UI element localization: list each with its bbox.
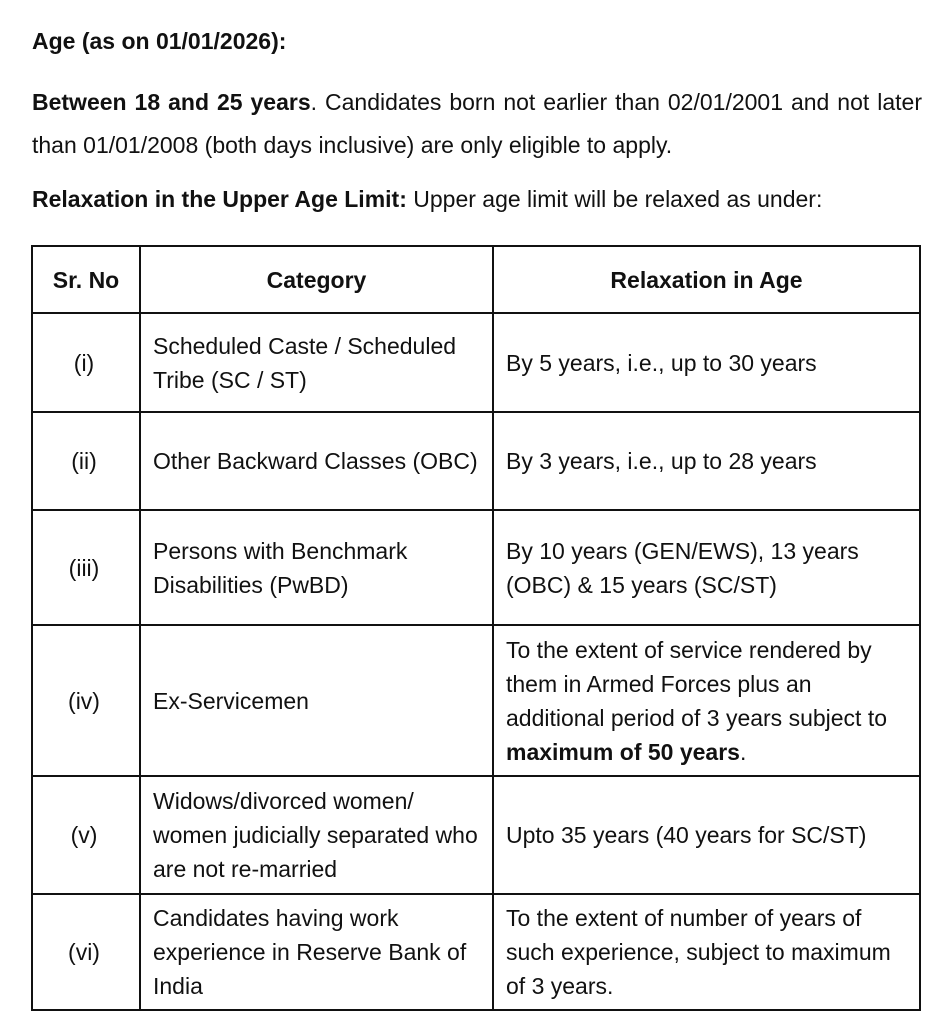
- age-heading: Age (as on 01/01/2026):: [32, 28, 287, 54]
- eligibility-bold-range: Between 18 and 25 years: [32, 89, 311, 115]
- table-row: [32, 313, 920, 412]
- row-relaxation: By 5 years, i.e., up to 30 years: [493, 313, 920, 412]
- row-sr-no: (ii): [32, 412, 140, 510]
- relaxation-intro-text: Upper age limit will be relaxed as under:: [406, 186, 823, 212]
- row-sr-no: (i): [32, 313, 140, 412]
- relaxation-text: To the extent of service rendered by them in Armed Forces plus an additional period of 3 years subject to: [506, 636, 888, 731]
- header-relaxation: Relaxation in Age: [493, 246, 920, 313]
- relaxation-intro: [32, 186, 822, 213]
- table-row: [32, 894, 920, 1010]
- row-sr-no: (v): [32, 776, 140, 894]
- relaxation-period: .: [739, 738, 747, 765]
- table-row: [32, 776, 920, 894]
- row-sr-no: (vi): [32, 894, 140, 1010]
- age-relaxation-table: [31, 245, 921, 1011]
- row-category: Candidates having work experience in Reserve Bank of India: [140, 894, 493, 1010]
- relaxation-intro-bold: Relaxation in the Upper Age Limit:: [32, 186, 407, 212]
- row-relaxation: To the extent of number of years of such experience, subject to maximum of 3 years.: [493, 894, 920, 1010]
- row-category: Persons with Benchmark Disabilities (PwBD): [140, 510, 493, 625]
- eligibility-paragraph: [32, 81, 922, 167]
- row-category: Scheduled Caste / Scheduled Tribe (SC / ST): [140, 313, 493, 412]
- row-category: Other Backward Classes (OBC): [140, 412, 493, 510]
- table-header-row: [32, 246, 920, 313]
- row-relaxation: By 10 years (GEN/EWS), 13 years (OBC) & 15 years (SC/ST): [493, 510, 920, 625]
- row-relaxation: [493, 625, 920, 776]
- table-row: [32, 412, 920, 510]
- relaxation-bold-max: maximum of 50 years: [506, 738, 740, 765]
- table-row: [32, 625, 920, 776]
- eligibility-text: . Candidates born not earlier than 02/01/2001 and not later than 01/01/2008 (both days inclusive) are only eligible to apply.: [32, 89, 922, 158]
- row-sr-no: (iv): [32, 625, 140, 776]
- header-category: Category: [140, 246, 493, 313]
- row-sr-no: (iii): [32, 510, 140, 625]
- row-category: Ex-Servicemen: [140, 625, 493, 776]
- header-sr-no: Sr. No: [32, 246, 140, 313]
- row-relaxation: Upto 35 years (40 years for SC/ST): [493, 776, 920, 894]
- row-category: Widows/divorced women/ women judicially separated who are not re-married: [140, 776, 493, 894]
- table-row: [32, 510, 920, 625]
- row-relaxation: By 3 years, i.e., up to 28 years: [493, 412, 920, 510]
